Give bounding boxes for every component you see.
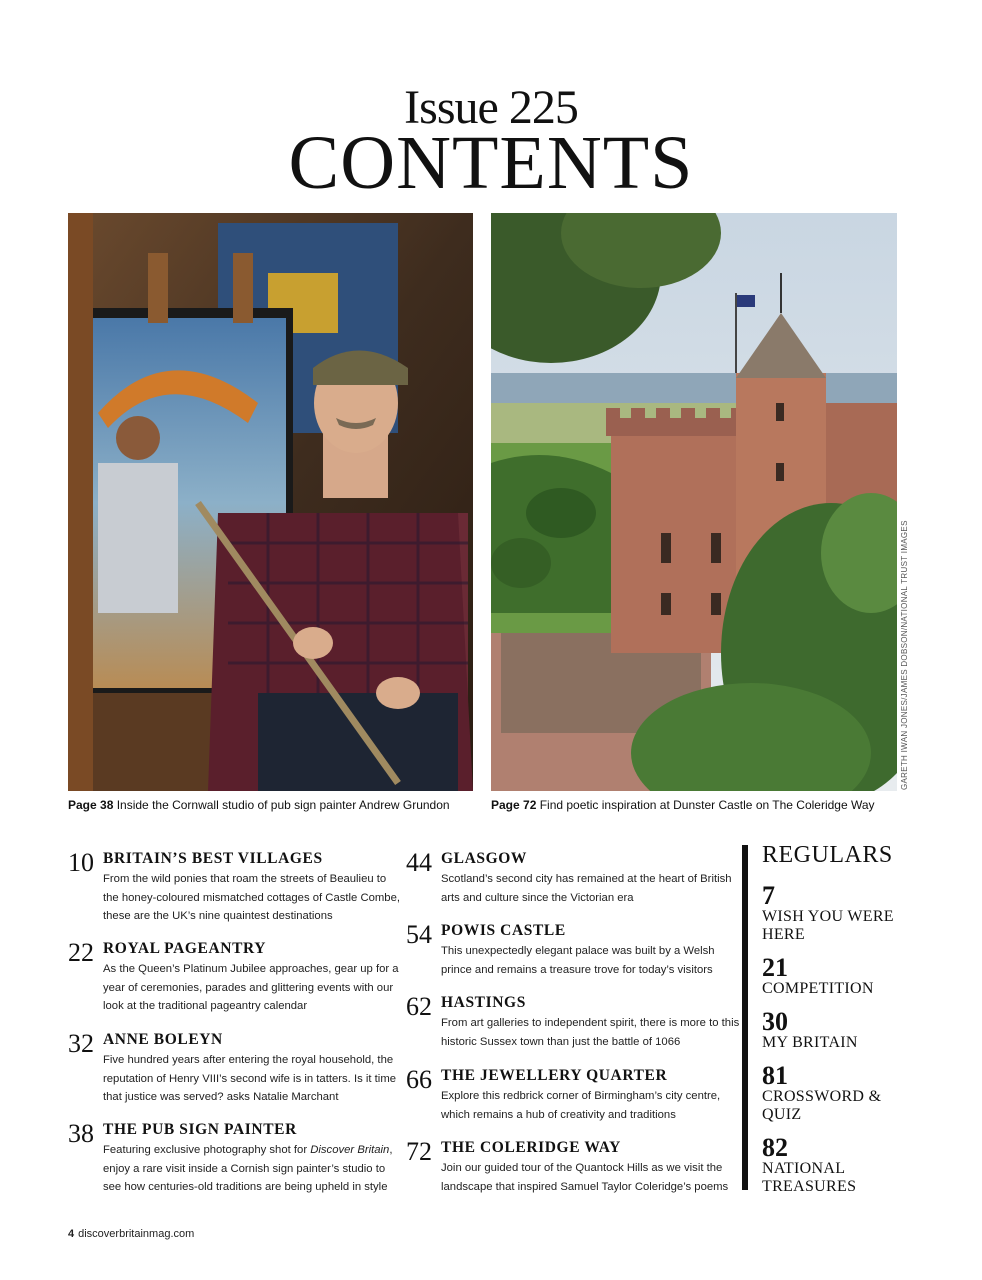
folio-number: 4 bbox=[68, 1228, 75, 1240]
website-link[interactable]: discoverbritainmag.com bbox=[78, 1228, 195, 1240]
regular-page-number: 7 bbox=[762, 881, 775, 910]
article-title: ROYAL PAGEANTRY bbox=[103, 940, 267, 957]
article-description: From art galleries to independent spirit, there is more to this historic Sussex town than just the battle of 1066 bbox=[441, 1017, 740, 1048]
article-description: Featuring exclusive photography shot for Discover Britain, enjoy a rare visit inside a Cornish sign painter’s studio to see how centuries-old traditions are being upheld in style bbox=[103, 1144, 393, 1193]
photo-credit: GARETH IWAN JONES/JAMES DOBSON/NATIONAL TRUST IMAGES bbox=[900, 520, 909, 790]
article-description: As the Queen’s Platinum Jubilee approaches, gear up for a year of ceremonies, parades and glittering events with our look at the traditional pageantry calendar bbox=[103, 963, 399, 1012]
caption-photo-1 bbox=[68, 798, 450, 812]
article-page-number: 62 bbox=[406, 992, 432, 1021]
article-page-number: 66 bbox=[406, 1065, 432, 1094]
article-title: HASTINGS bbox=[441, 994, 526, 1011]
article-description: This unexpectedly elegant palace was built by a Welsh prince and remains a treasure trove for today’s visitors bbox=[441, 945, 715, 976]
article-page-number: 10 bbox=[68, 848, 94, 877]
article-page-number: 44 bbox=[406, 848, 432, 877]
article-description: Five hundred years after entering the royal household, the reputation of Henry VIII’s second wife is in tatters. Is it time that justice was served? asks Natalie Marchant bbox=[103, 1054, 397, 1103]
regular-page-number: 82 bbox=[762, 1133, 788, 1162]
photo-dunster-castle bbox=[491, 213, 897, 791]
regular-competition[interactable] bbox=[762, 953, 922, 998]
article-title: THE PUB SIGN PAINTER bbox=[103, 1121, 297, 1138]
regular-my-britain[interactable] bbox=[762, 1007, 922, 1052]
regular-label: MY BRITAIN bbox=[762, 1034, 858, 1051]
regular-page-number: 30 bbox=[762, 1007, 788, 1036]
article-description: From the wild ponies that roam the streets of Beaulieu to the honey-coloured mismatched cottages of Castle Combe, these are the UK’s nine quaintest destinations bbox=[103, 873, 401, 922]
article-title: GLASGOW bbox=[441, 850, 528, 867]
article-description: Explore this redbrick corner of Birmingham’s city centre, which remains a hub of creativity and traditions bbox=[441, 1090, 721, 1121]
article-title: ANNE BOLEYN bbox=[103, 1031, 223, 1048]
page-title: CONTENTS bbox=[288, 121, 694, 205]
regulars-title: REGULARS bbox=[762, 842, 893, 868]
article-title: BRITAIN’S BEST VILLAGES bbox=[103, 850, 323, 867]
regular-wish-you-were-here[interactable] bbox=[762, 881, 922, 944]
article-description: Scotland’s second city has remained at the heart of British arts and culture since the Victorian era bbox=[441, 873, 732, 904]
article-title: THE COLERIDGE WAY bbox=[441, 1139, 621, 1156]
caption-photo-2 bbox=[491, 798, 875, 812]
photo-sign-painter bbox=[68, 213, 473, 791]
article-page-number: 32 bbox=[68, 1029, 94, 1058]
caption-page: Page 72 bbox=[491, 798, 537, 812]
caption-text: Inside the Cornwall studio of pub sign painter Andrew Grundon bbox=[113, 798, 450, 812]
regular-page-number: 21 bbox=[762, 953, 788, 982]
regular-label: COMPETITION bbox=[762, 980, 874, 997]
article-title: POWIS CASTLE bbox=[441, 922, 566, 939]
issue-number: Issue 225 bbox=[404, 81, 578, 134]
caption-page: Page 38 bbox=[68, 798, 114, 812]
article-page-number: 54 bbox=[406, 920, 432, 949]
article-page-number: 38 bbox=[68, 1119, 94, 1148]
article-page-number: 72 bbox=[406, 1137, 432, 1166]
regulars-divider bbox=[742, 845, 748, 1190]
article-description: Join our guided tour of the Quantock Hills as we visit the landscape that inspired Samuel Taylor Coleridge’s poems bbox=[441, 1162, 729, 1193]
page-footer bbox=[68, 1228, 194, 1240]
regular-label: CROSSWORD & QUIZ bbox=[762, 1088, 882, 1123]
regular-page-number: 81 bbox=[762, 1061, 788, 1090]
regular-crossword-quiz[interactable] bbox=[762, 1061, 922, 1124]
regular-national-treasures[interactable] bbox=[762, 1133, 922, 1196]
article-title: THE JEWELLERY QUARTER bbox=[441, 1067, 668, 1084]
regular-label: WISH YOU WERE HERE bbox=[762, 908, 894, 943]
regular-label: NATIONAL TREASURES bbox=[762, 1160, 857, 1195]
article-page-number: 22 bbox=[68, 938, 94, 967]
caption-text: Find poetic inspiration at Dunster Castle on The Coleridge Way bbox=[536, 798, 875, 812]
